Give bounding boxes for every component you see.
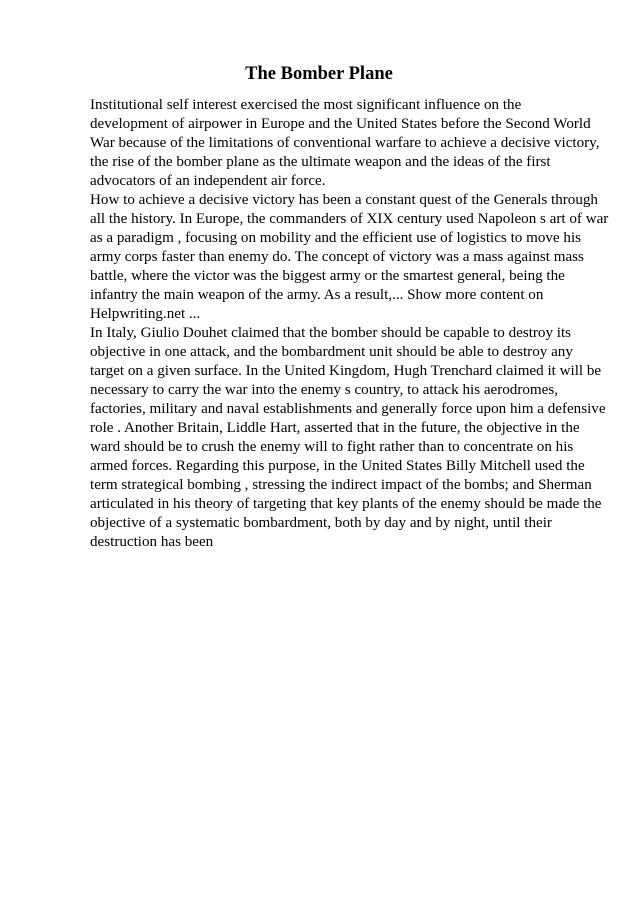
paragraph-air-theorists <box>90 324 606 552</box>
text-line: ward should be to crush the enemy will to fight rather than to concentrate on his <box>90 439 574 455</box>
text-line: How to achieve a decisive victory has been a constant quest of the Generals through <box>90 192 598 208</box>
text-line: term strategical bombing , stressing the indirect impact of the bombs; and Sherman <box>90 477 592 493</box>
text-line: Helpwriting.net ... <box>90 306 201 322</box>
text-line: as a paradigm , focusing on mobility and the efficient use of logistics to move his <box>90 230 582 246</box>
text-line: Institutional self interest exercised the most significant influence on the <box>90 97 522 113</box>
text-line: infantry the main weapon of the army. As a result,... Show more content on <box>90 287 544 303</box>
paragraph-decisive-victory <box>90 191 609 324</box>
text-line: the rise of the bomber plane as the ultimate weapon and the ideas of the first <box>90 154 551 170</box>
text-line: army corps faster than enemy do. The concept of victory was a mass against mass <box>90 249 584 265</box>
text-line: articulated in his theory of targeting that key plants of the enemy should be made the <box>90 496 602 512</box>
text-line: In Italy, Giulio Douhet claimed that the bomber should be capable to destroy its <box>90 325 572 341</box>
paragraph-intro <box>90 96 600 191</box>
text-line: factories, military and naval establishments and generally force upon him a defensive <box>90 401 606 417</box>
text-line: target on a given surface. In the United Kingdom, Hugh Trenchard claimed it will be <box>90 363 602 379</box>
document-title: The Bomber Plane <box>245 64 393 84</box>
text-line: role . Another Britain, Liddle Hart, asserted that in the future, the objective in the <box>90 420 580 436</box>
text-line: objective of a systematic bombardment, both by day and by night, until their <box>90 515 552 531</box>
text-line: armed forces. Regarding this purpose, in the United States Billy Mitchell used the <box>90 458 585 474</box>
text-line: battle, where the victor was the biggest army or the smartest general, being the <box>90 268 565 284</box>
text-line: destruction has been <box>90 534 214 550</box>
text-line: development of airpower in Europe and the United States before the Second World <box>90 116 591 132</box>
text-line: all the history. In Europe, the commanders of XIX century used Napoleon s art of war <box>90 211 609 227</box>
text-line: objective in one attack, and the bombardment unit should be able to destroy any <box>90 344 573 360</box>
text-line: advocators of an independent air force. <box>90 173 326 189</box>
text-line: necessary to carry the war into the enemy s country, to attack his aerodromes, <box>90 382 559 398</box>
document-body <box>90 96 609 552</box>
text-line: War because of the limitations of conventional warfare to achieve a decisive victory, <box>90 135 600 151</box>
